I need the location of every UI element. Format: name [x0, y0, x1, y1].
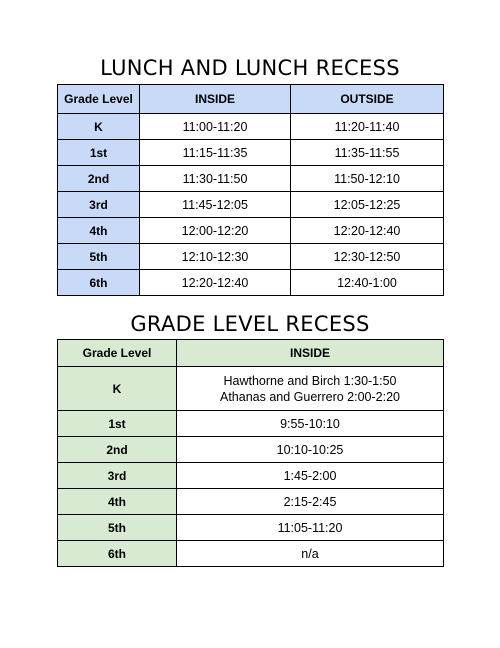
- grade-cell: 4th: [58, 218, 140, 244]
- grade-cell: 5th: [58, 244, 140, 270]
- table-row: [58, 270, 444, 296]
- outside-time-cell: 12:05-12:25: [291, 192, 444, 218]
- table-row: [58, 192, 444, 218]
- grade-cell: 6th: [58, 541, 177, 567]
- inside-time-cell: 11:15-11:35: [140, 140, 291, 166]
- inside-time-cell: 12:00-12:20: [140, 218, 291, 244]
- column-header-outside: OUTSIDE: [291, 85, 444, 114]
- grade-cell: K: [58, 114, 140, 140]
- inside-time-cell: 10:10-10:25: [177, 437, 444, 463]
- recess-title: GRADE LEVEL RECESS: [130, 312, 370, 336]
- outside-time-cell: 11:50-12:10: [291, 166, 444, 192]
- inside-time-cell: 9:55-10:10: [177, 411, 444, 437]
- grade-cell: 5th: [58, 515, 177, 541]
- table-header-row: [58, 340, 444, 367]
- grade-cell: K: [58, 367, 177, 411]
- grade-cell: 6th: [58, 270, 140, 296]
- inside-time-cell: 12:20-12:40: [140, 270, 291, 296]
- table-row: [58, 489, 444, 515]
- recess-schedule-table: [57, 339, 444, 567]
- grade-cell: 2nd: [58, 437, 177, 463]
- table-row: [58, 114, 444, 140]
- outside-time-cell: 12:30-12:50: [291, 244, 444, 270]
- inside-time-cell: n/a: [177, 541, 444, 567]
- lunch-title: LUNCH AND LUNCH RECESS: [100, 56, 400, 80]
- column-header-grade-level: Grade Level: [58, 85, 140, 114]
- column-header-inside: INSIDE: [140, 85, 291, 114]
- grade-cell: 3rd: [58, 463, 177, 489]
- lunch-schedule-table: [57, 84, 444, 296]
- column-header-inside: INSIDE: [177, 340, 444, 367]
- outside-time-cell: 11:35-11:55: [291, 140, 444, 166]
- column-header-grade-level: Grade Level: [58, 340, 177, 367]
- table-header-row: [58, 85, 444, 114]
- table-row: [58, 166, 444, 192]
- table-row: [58, 515, 444, 541]
- table-row: [58, 541, 444, 567]
- recess-time-line: Hawthorne and Birch 1:30-1:50: [223, 373, 397, 388]
- table-row: [58, 244, 444, 270]
- inside-time-cell: [177, 367, 444, 411]
- inside-time-cell: 11:05-11:20: [177, 515, 444, 541]
- recess-time-line: Athanas and Guerrero 2:00-2:20: [220, 389, 400, 404]
- outside-time-cell: 12:40-1:00: [291, 270, 444, 296]
- outside-time-cell: 11:20-11:40: [291, 114, 444, 140]
- table-row: [58, 140, 444, 166]
- outside-time-cell: 12:20-12:40: [291, 218, 444, 244]
- table-row: [58, 437, 444, 463]
- table-row: [58, 463, 444, 489]
- inside-time-cell: 11:00-11:20: [140, 114, 291, 140]
- grade-cell: 3rd: [58, 192, 140, 218]
- table-row: [58, 218, 444, 244]
- inside-time-cell: 1:45-2:00: [177, 463, 444, 489]
- inside-time-cell: 12:10-12:30: [140, 244, 291, 270]
- grade-cell: 1st: [58, 140, 140, 166]
- table-row: [58, 411, 444, 437]
- grade-cell: 2nd: [58, 166, 140, 192]
- inside-time-cell: 11:45-12:05: [140, 192, 291, 218]
- grade-cell: 1st: [58, 411, 177, 437]
- grade-cell: 4th: [58, 489, 177, 515]
- inside-time-cell: 2:15-2:45: [177, 489, 444, 515]
- table-row: [58, 367, 444, 411]
- inside-time-cell: 11:30-11:50: [140, 166, 291, 192]
